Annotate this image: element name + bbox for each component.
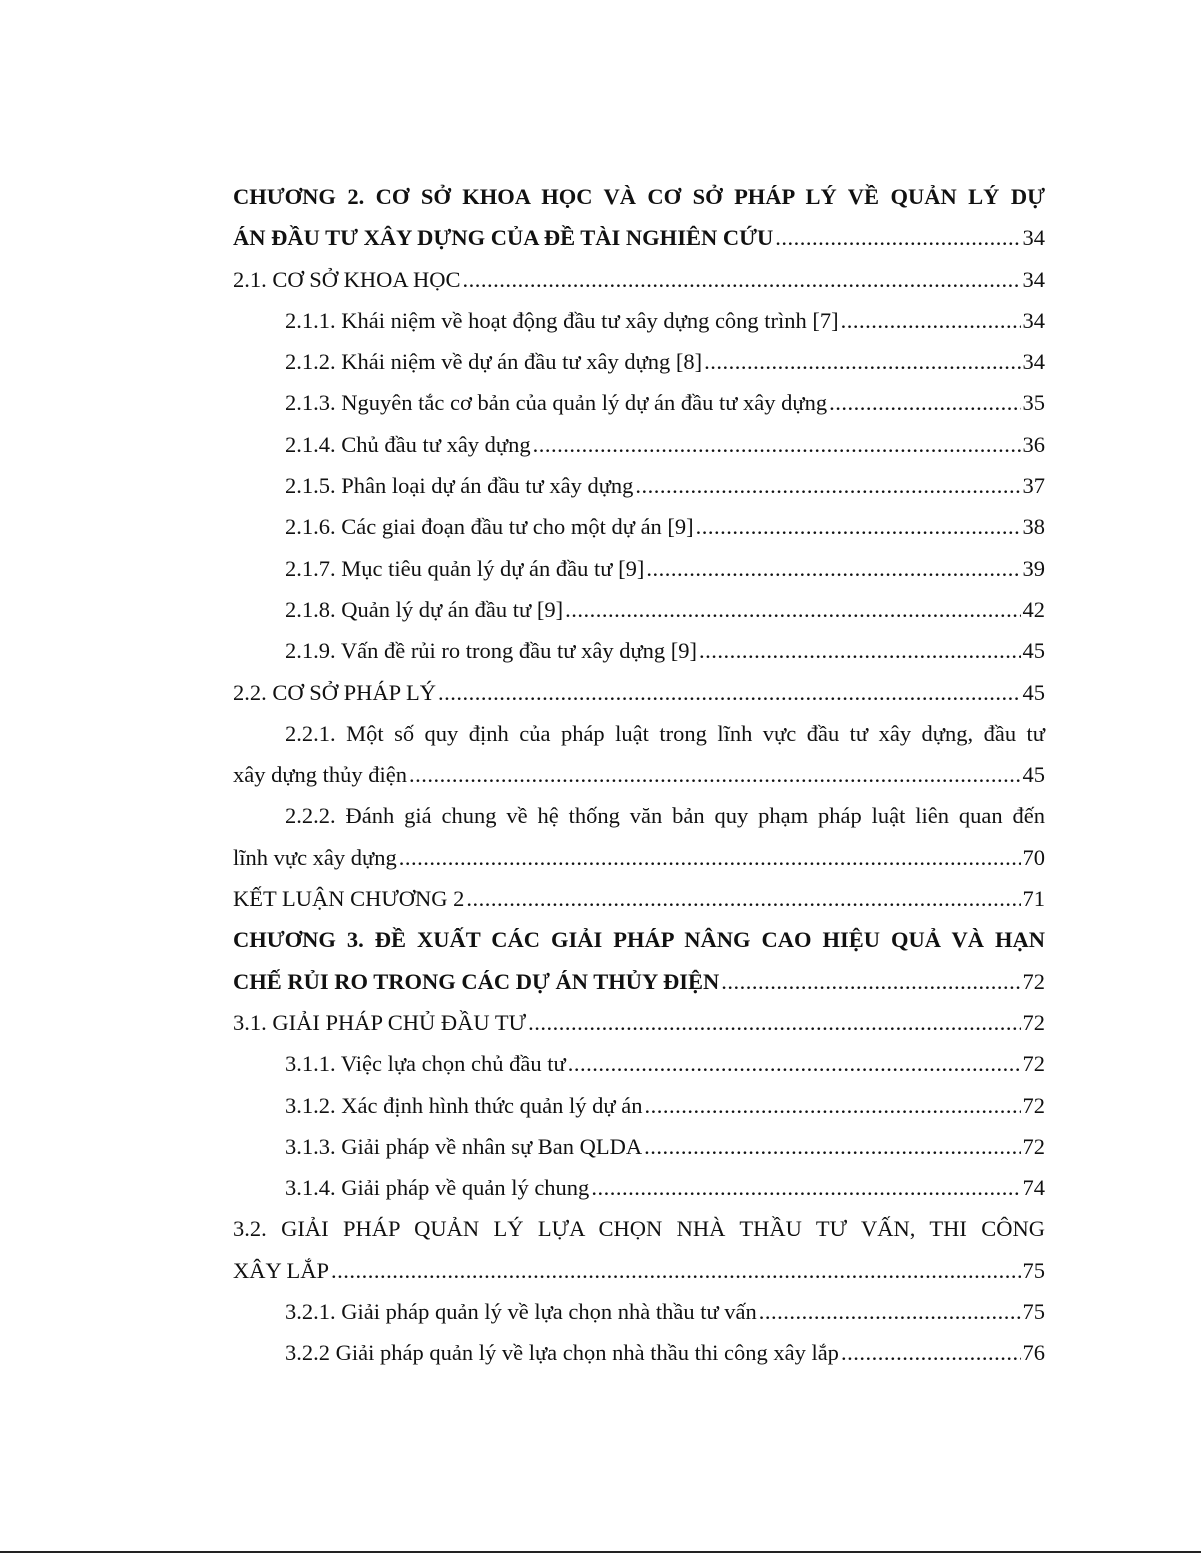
toc-entry-2-1-6[interactable]: [233, 506, 1045, 547]
toc-entry-text: 2.1.3. Nguyên tắc cơ bản của quản lý dự án đầu tư xây dựng: [285, 390, 828, 416]
dot-leader: [775, 217, 1020, 258]
toc-page-number: 72: [1022, 1009, 1045, 1035]
toc-entry-2-1-5[interactable]: [233, 465, 1045, 506]
toc-entry-text: 3.2.1. Giải pháp quản lý về lựa chọn nhà thầu tư vấn: [285, 1299, 757, 1325]
toc-page-number: 72: [1022, 1092, 1045, 1118]
toc-page-number: 38: [1022, 514, 1045, 540]
toc-page-number: 34: [1022, 307, 1045, 333]
toc-entry-2-1-9[interactable]: [233, 630, 1045, 671]
toc-entry-text: CHƯƠNG 2. CƠ SỞ KHOA HỌC VÀ CƠ SỞ PHÁP LÝ VỀ QUẢN LÝ DỰ: [233, 184, 1045, 209]
toc-page-number: 34: [1022, 225, 1045, 251]
toc-entry-3-1-2[interactable]: [233, 1085, 1045, 1126]
toc-entry-2-1-1[interactable]: [233, 300, 1045, 341]
toc-entry-2-1-2[interactable]: [233, 341, 1045, 382]
toc-entry-text: 2.2. CƠ SỞ PHÁP LÝ: [233, 679, 436, 705]
toc-entry-text: 3.1. GIẢI PHÁP CHỦ ĐẦU TƯ: [233, 1009, 527, 1035]
toc-entry-text: 2.1.1. Khái niệm về hoạt động đầu tư xây dựng công trình [7]: [285, 307, 839, 333]
toc-entry-text: 3.1.3. Giải pháp về nhân sự Ban QLDA: [285, 1133, 643, 1159]
toc-entry-3-2-2[interactable]: [233, 1332, 1045, 1373]
toc-page-number: 45: [1022, 679, 1045, 705]
toc-entry-text: lĩnh vực xây dựng: [233, 844, 397, 870]
toc-page-number: 36: [1022, 431, 1045, 457]
toc-entry-text: ÁN ĐẦU TƯ XÂY DỰNG CỦA ĐỀ TÀI NGHIÊN CỨU: [233, 225, 774, 251]
dot-leader: [841, 300, 1021, 341]
toc-entry-text: 2.1. CƠ SỞ KHOA HỌC: [233, 266, 461, 292]
dot-leader: [438, 672, 1021, 713]
dot-leader: [565, 589, 1020, 630]
toc-entry-3-1-4[interactable]: [233, 1167, 1045, 1208]
dot-leader: [533, 424, 1021, 465]
toc-page-number: 45: [1022, 762, 1045, 788]
toc-entry-2-1[interactable]: [233, 259, 1045, 300]
dot-leader: [646, 548, 1020, 589]
toc-entry-text: 3.2. GIẢI PHÁP QUẢN LÝ LỰA CHỌN NHÀ THẦU TƯ VẤN, THI CÔNG: [233, 1216, 1045, 1242]
dot-leader: [528, 1002, 1020, 1043]
toc-page-number: 75: [1022, 1257, 1045, 1283]
toc-entry-text: 3.1.4. Giải pháp về quản lý chung: [285, 1175, 590, 1201]
toc-entry-2-1-8[interactable]: [233, 589, 1045, 630]
toc-entry-text: 2.1.4. Chủ đầu tư xây dựng: [285, 431, 531, 457]
dot-leader: [409, 754, 1020, 795]
toc-entry-3-2[interactable]: [233, 1250, 1045, 1291]
toc-entry-text: 2.1.6. Các giai đoạn đầu tư cho một dự án [9]: [285, 514, 694, 540]
toc-page-number: 70: [1022, 844, 1045, 870]
toc-entry-text: xây dựng thủy điện: [233, 762, 408, 788]
toc-page-number: 35: [1022, 390, 1045, 416]
toc-entry-2-2-2[interactable]: [233, 837, 1045, 878]
toc-entry-text: CHƯƠNG 3. ĐỀ XUẤT CÁC GIẢI PHÁP NÂNG CAO HIỆU QUẢ VÀ HẠN: [233, 927, 1045, 953]
dot-leader: [331, 1250, 1020, 1291]
toc-entry-3-2-1[interactable]: [233, 1291, 1045, 1332]
dot-leader: [644, 1085, 1020, 1126]
toc-entry-2-2-1-heading: [233, 713, 1045, 754]
toc-entry-conclusion-2[interactable]: [233, 878, 1045, 919]
toc-entry-3-1-1[interactable]: [233, 1043, 1045, 1084]
toc-page-number: 39: [1022, 555, 1045, 581]
toc-entry-2-2[interactable]: [233, 672, 1045, 713]
toc-page-number: 76: [1022, 1340, 1045, 1366]
toc-entry-text: 2.1.8. Quản lý dự án đầu tư [9]: [285, 596, 564, 622]
toc-page-number: 72: [1022, 1051, 1045, 1077]
table-of-contents: [233, 176, 1045, 1374]
toc-page-number: 74: [1022, 1175, 1045, 1201]
toc-entry-text: KẾT LUẬN CHƯƠNG 2: [233, 886, 465, 912]
dot-leader: [591, 1167, 1020, 1208]
dot-leader: [466, 878, 1020, 919]
dot-leader: [704, 341, 1020, 382]
dot-leader: [463, 259, 1021, 300]
dot-leader: [759, 1291, 1021, 1332]
toc-entry-chapter-3[interactable]: [233, 961, 1045, 1002]
dot-leader: [635, 465, 1020, 506]
toc-entry-text: 2.2.1. Một số quy định của pháp luật trong lĩnh vực đầu tư xây dựng, đầu tư: [285, 720, 1045, 746]
toc-entry-chapter-2-heading: [233, 176, 1045, 217]
toc-page-number: 34: [1022, 349, 1045, 375]
toc-entry-text: 3.1.1. Việc lựa chọn chủ đầu tư: [285, 1051, 566, 1077]
toc-entry-2-2-2-heading: [233, 795, 1045, 836]
page-bottom-rule: [0, 1551, 1201, 1553]
toc-entry-2-1-7[interactable]: [233, 548, 1045, 589]
toc-entry-text: 3.1.2. Xác định hình thức quản lý dự án: [285, 1092, 643, 1118]
dot-leader: [399, 837, 1021, 878]
toc-entry-text: 2.1.5. Phân loại dự án đầu tư xây dựng: [285, 473, 634, 499]
toc-page-number: 34: [1022, 266, 1045, 292]
toc-entry-text: XÂY LẮP: [233, 1257, 330, 1283]
dot-leader: [644, 1126, 1020, 1167]
dot-leader: [829, 382, 1020, 423]
dot-leader: [721, 961, 1020, 1002]
toc-entry-2-1-4[interactable]: [233, 424, 1045, 465]
dot-leader: [699, 630, 1020, 671]
toc-page-number: 45: [1022, 638, 1045, 664]
toc-entry-3-1[interactable]: [233, 1002, 1045, 1043]
toc-page-number: 42: [1022, 596, 1045, 622]
toc-entry-2-2-1[interactable]: [233, 754, 1045, 795]
toc-entry-3-2-heading: [233, 1208, 1045, 1249]
dot-leader: [696, 506, 1021, 547]
toc-entry-text: 3.2.2 Giải pháp quản lý về lựa chọn nhà thầu thi công xây lắp: [285, 1340, 839, 1366]
toc-page-number: 71: [1022, 886, 1045, 912]
toc-entry-text: 2.1.9. Vấn đề rủi ro trong đầu tư xây dựng [9]: [285, 638, 698, 664]
toc-entry-chapter-2[interactable]: [233, 217, 1045, 258]
toc-page-number: 75: [1022, 1299, 1045, 1325]
toc-page-number: 72: [1022, 968, 1045, 994]
toc-entry-chapter-3-heading: [233, 919, 1045, 960]
toc-entry-text: 2.2.2. Đánh giá chung về hệ thống văn bản quy phạm pháp luật liên quan đến: [285, 803, 1045, 829]
dot-leader: [841, 1332, 1021, 1373]
toc-entry-text: 2.1.2. Khái niệm về dự án đầu tư xây dựng [8]: [285, 349, 703, 375]
toc-entry-2-1-3[interactable]: [233, 382, 1045, 423]
toc-entry-text: 2.1.7. Mục tiêu quản lý dự án đầu tư [9]: [285, 555, 645, 581]
toc-page-number: 37: [1022, 473, 1045, 499]
toc-entry-text: CHẾ RỦI RO TRONG CÁC DỰ ÁN THỦY ĐIỆN: [233, 968, 720, 994]
toc-entry-3-1-3[interactable]: [233, 1126, 1045, 1167]
toc-page-number: 72: [1022, 1133, 1045, 1159]
dot-leader: [568, 1043, 1021, 1084]
